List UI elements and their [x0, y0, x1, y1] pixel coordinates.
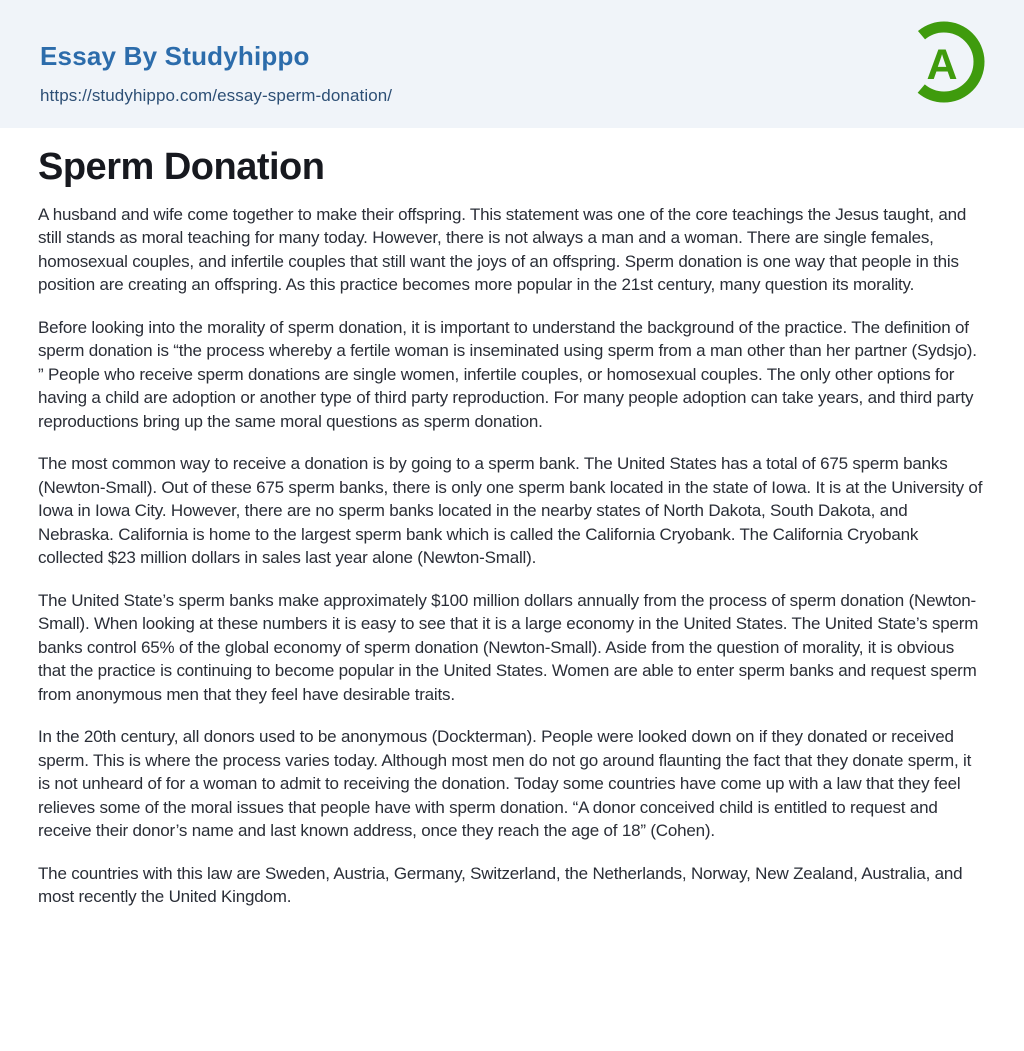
studyhippo-logo — [902, 20, 986, 104]
logo-letter: A — [926, 41, 958, 89]
essay-paragraph: A husband and wife come together to make their offspring. This statement was one of the core teachings the Jesus taught, and still stands as moral teaching for many today. However, there is not always a man and a woman. There are single females, homosexual couples, and infertile couples that still want the joys of an offspring. Sperm donation is one way that people in this position are creating an offspring. As this practice becomes more popular in the 21st century, many question its morality. — [38, 204, 967, 295]
site-title: Essay By Studyhippo — [40, 41, 310, 71]
page-url-link[interactable]: https://studyhippo.com/essay-sperm-donation/ — [40, 85, 393, 105]
essay-paragraph: Before looking into the morality of sperm donation, it is important to understand the background of the practice. The definition of sperm donation is “the process whereby a fertile woman is inseminated using sperm from a man other than her partner (Sydsjo). ” People who receive sperm donations are single women, infertile couples, or homosexual couples. The only other options for having a child are adoption or another type of third party reproduction. For many people adoption can take years, and third party reproductions bring up the same moral questions as sperm donation. — [38, 317, 977, 431]
essay-content — [0, 128, 1024, 909]
page-header — [0, 0, 1024, 128]
essay-title: Sperm Donation — [38, 146, 325, 188]
logo-arc-icon — [902, 20, 986, 104]
essay-paragraph: In the 20th century, all donors used to be anonymous (Dockterman). People were looked down on if they donated or received sperm. This is where the process varies today. Although most men do not go around flaunting the fact that they donate sperm, it is not unheard of for a woman to admit to receiving the donation. Today some countries have come up with a law that they feel relieves some of the moral issues that people have with sperm donation. “A donor conceived child is entitled to request and receive their donor’s name and last known address, once they reach the age of 18” (Cohen). — [38, 727, 972, 841]
essay-paragraph: The countries with this law are Sweden, Austria, Germany, Switzerland, the Netherlands, Norway, New Zealand, Australia, and most recently the United Kingdom. — [38, 863, 963, 907]
essay-paragraph: The most common way to receive a donation is by going to a sperm bank. The United States has a total of 675 sperm banks (Newton-Small). Out of these 675 sperm banks, there is only one sperm bank located in the state of Iowa. It is at the University of Iowa in Iowa City. However, there are no sperm banks located in the nearby states of North Dakota, South Dakota, and Nebraska. California is home to the largest sperm bank which is called the California Cryobank. The California Cryobank collected $23 million dollars in sales last year alone (Newton-Small). — [38, 454, 983, 568]
essay-paragraph: The United State’s sperm banks make approximately $100 million dollars annually from the process of sperm donation (Newton-Small). When looking at these numbers it is easy to see that it is a large economy in the United States. The United State’s sperm banks control 65% of the global economy of sperm donation (Newton-Small). Aside from the question of morality, it is obvious that the practice is continuing to become popular in the United States. Women are able to enter sperm banks and request sperm from anonymous men that they feel have desirable traits. — [38, 590, 979, 704]
